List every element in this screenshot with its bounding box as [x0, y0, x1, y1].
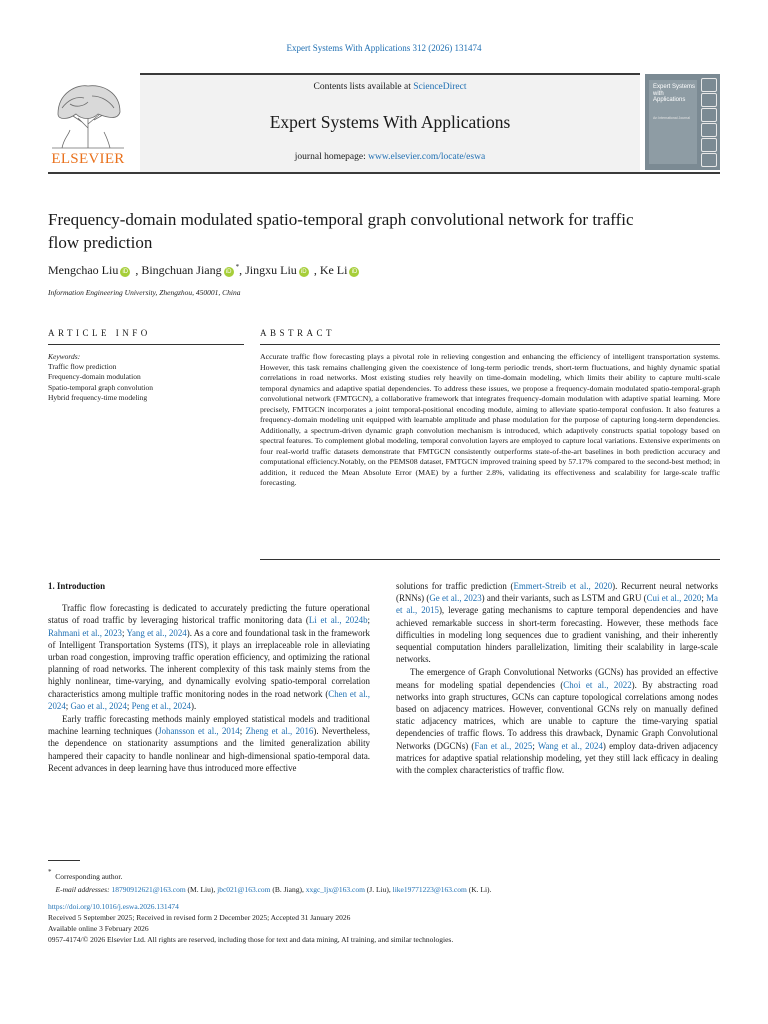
- body-text: ). As a core and foundational task in the framework of Intelligent Transportation Systems (ITS), it plays an irreplaceable role in alleviating urban road congestion, improving traffic operation efficiency, and optimizing the rational planning of road networks. The inherent complexity of this task mainly stems from the highly nonlinear, time-varying, and dynamically evolving spatio-temporal correlation characteristics among multiple traffic monitoring nodes in the road network (: [48, 627, 370, 699]
- article-info-heading: ARTICLE INFO: [48, 328, 151, 338]
- author-name[interactable]: Ke Li: [319, 263, 348, 277]
- body-text: ;: [65, 700, 71, 711]
- paper-title: Frequency-domain modulated spatio-temporal graph convolutional network for traffic flow prediction: [48, 210, 634, 252]
- keywords-block: [48, 352, 244, 403]
- body-column-left: [48, 580, 370, 775]
- citation-link[interactable]: Chen et al., 2024: [48, 688, 370, 711]
- available-online: Available online 3 February 2026: [48, 924, 149, 933]
- cover-graphic-icon: [701, 123, 717, 137]
- cover-panel: [649, 80, 697, 164]
- journal-title: Expert Systems With Applications: [269, 112, 511, 132]
- keyword-item: Spatio-temporal graph convolution: [48, 382, 153, 392]
- right-paragraphs: [396, 580, 718, 776]
- author-name[interactable]: Jingxu Liu: [245, 263, 297, 277]
- sciencedirect-link[interactable]: ScienceDirect: [413, 82, 467, 92]
- corresponding-note: * Corresponding author.: [48, 868, 123, 881]
- email-link[interactable]: xxgc_ljx@163.com: [305, 884, 365, 894]
- copyright-notice: 0957-4174/© 2026 Elsevier Ltd. All rights are reserved, including those for text and data mining, AI training, and similar technologies.: [48, 935, 454, 944]
- keywords-label: Keywords:: [48, 352, 81, 361]
- body-text: ;: [122, 627, 127, 638]
- body-column-right: [396, 580, 718, 777]
- citation-link[interactable]: Ma et al., 2015: [396, 593, 718, 616]
- cover-title: Expert Systems with Applications: [653, 84, 696, 103]
- body-text: ). Recurrent neural networks (RNNs) (: [396, 581, 718, 604]
- received-dates: Received 5 September 2025; Received in revised form 2 December 2025; Accepted 31 January 2026: [48, 913, 351, 922]
- abstract-heading: ABSTRACT: [260, 328, 336, 338]
- body-paragraph: [48, 713, 370, 774]
- author-separator: ,: [132, 263, 142, 277]
- keyword-item: Frequency-domain modulation: [48, 372, 141, 382]
- email-owner: (M. Liu),: [185, 884, 218, 894]
- body-text: ). By abstracting road networks into graph structures, GCNs can capture topological correlations among nodes based on adjacency matrices. However, conventional GCNs rely on manually defined static adjacency matrices, which are unable to capture the time-varying spatial dependencies of traffic flows. To address this drawback, Dynamic Graph Convolutional Networks (DGCNs) (: [396, 679, 718, 751]
- body-paragraph: [396, 580, 718, 665]
- body-text: solutions for traffic prediction (: [396, 581, 514, 591]
- body-text: ), leverage gating mechanisms to capture temporal dependencies and have achieved remarkable success in short-term forecasting. However, these methods face difficulties in modeling long sequences due to gradient vanishing, and their inherently sequential computation hinders parallelization, limiting their scalability in large-scale networks.: [396, 605, 719, 665]
- email-link[interactable]: 18790912621@163.com: [111, 884, 186, 894]
- abstract-text: Accurate traffic flow forecasting plays a pivotal role in relieving congestion and enhancing the efficiency of intelligent transportation systems. However, this task remains challenging given the coexistence of long-term periodic trends, short-term fluctuations, and highly dynamic spatial correlations in road networks. Most existing studies rely heavily on time-domain modeling, which limits their ability to capture multi-scale temporal dynamics and adaptive spatial dependencies. To address these issues, we propose a frequency-domain modulated spatio-temporal-graph convolutional network (FMTGCN), a collaborative framework that integrates frequency-domain modulation with adaptive spatial learning. More precisely, FMTGCN incorporates a joint temporal-positional encoding module, aiming to alleviate spatio-temporal confusion. It also features a frequency-domain modeling unit equipped with learnable amplitude and phase modulation for the purpose of capturing long-term dependencies. Additionally, a spectrum-driven dynamic graph convolution mechanism is introduced, which adaptively constructs spatial topology based on spectral features. To complement global modeling, temporal convolution layers are employed to capture local variations. Extensive experiments on four real-world traffic datasets demonstrate that FMTGCN consistently outperforms state-of-the-art baselines in both prediction accuracy and computational efficiency.Notably, on the PEMS08 dataset, FMTGCN improved training speed by 57.17% compared to the second-best method; in addition, it reduced the Mean Absolute Error (MAE) by a further 2.8%, validating its effectiveness and scalability for large-scale traffic forecasting.: [260, 352, 720, 487]
- cover-subtitle: An International Journal: [653, 116, 690, 120]
- cover-graphic-icon: [701, 78, 717, 92]
- citation-link[interactable]: Yang et al., 2024: [126, 627, 187, 638]
- homepage-line: [140, 152, 640, 162]
- homepage-prefix: journal homepage:: [294, 152, 369, 162]
- citation-link[interactable]: Choi et al., 2022: [563, 679, 632, 690]
- keyword-item: Hybrid frequency-time modeling: [48, 392, 148, 402]
- citation-link[interactable]: Johansson et al., 2014: [158, 726, 240, 737]
- citation-link[interactable]: Gao et al., 2024: [70, 700, 127, 711]
- body-text: ;: [126, 700, 132, 711]
- orcid-icon[interactable]: iD: [299, 267, 309, 277]
- homepage-link[interactable]: www.elsevier.com/locate/eswa: [368, 152, 486, 162]
- corresponding-marker[interactable]: *: [235, 263, 240, 271]
- journal-cover-image: [645, 74, 720, 170]
- keyword-item: Traffic flow prediction: [48, 362, 117, 372]
- contents-line: [140, 82, 640, 92]
- body-text: Traffic flow forecasting is dedicated to accurately predicting the future operational status of road traffic by leveraging historical traffic monitoring data (: [48, 603, 370, 626]
- emails-label: E-mail addresses:: [55, 884, 110, 894]
- cover-graphic-icon: [701, 138, 717, 152]
- cover-graphic-icon: [701, 108, 717, 122]
- email-list: [111, 885, 491, 894]
- email-link[interactable]: jbc021@163.com: [217, 884, 271, 894]
- publication-info: [48, 901, 720, 945]
- author-separator: ,: [239, 263, 246, 277]
- citation-link[interactable]: Wang et al., 2024: [537, 740, 603, 751]
- author-name[interactable]: Bingchuan Jiang: [141, 263, 222, 277]
- abstract-bottom-divider: [260, 559, 720, 560]
- body-text: ;: [532, 740, 538, 751]
- orcid-icon[interactable]: iD: [120, 267, 130, 277]
- citation-link[interactable]: Rahmani et al., 2023: [48, 627, 122, 638]
- email-line: [48, 884, 720, 897]
- citation-link[interactable]: Cui et al., 2020: [646, 593, 702, 604]
- body-paragraph: [48, 602, 370, 712]
- affiliation: Information Engineering University, Zhengzhou, 450001, China: [48, 288, 241, 297]
- body-text: ;: [239, 726, 246, 737]
- footnote: [48, 866, 720, 896]
- body-text: ) employ data-driven adjacency matrices for adaptive spatial relationship modeling, yet they still lack efficacy in dealing with the complex characteristics of traffic flow.: [396, 740, 718, 776]
- publisher-name: ELSEVIER: [51, 151, 125, 167]
- body-text: The emergence of Graph Convolutional Networks (GCNs) has provided an effective means for modeling spatial dependencies (: [396, 667, 718, 690]
- article-info-divider: [48, 344, 244, 345]
- email-owner: (J. Liu),: [364, 884, 393, 894]
- email-owner: (K. Li).: [466, 884, 492, 894]
- section-heading: 1. Introduction: [48, 581, 106, 591]
- contents-prefix: Contents lists available at: [313, 82, 414, 92]
- doi-link[interactable]: https://doi.org/10.1016/j.eswa.2026.131474: [48, 902, 179, 911]
- citation-link[interactable]: Fan et al., 2025: [474, 740, 533, 751]
- abstract-divider: [260, 344, 720, 345]
- cover-graphic-icon: [701, 153, 717, 167]
- corresponding-text: Corresponding author.: [55, 872, 123, 881]
- header-divider: [48, 172, 720, 174]
- body-text: Early traffic forecasting methods mainly employed statistical models and traditional machine learning techniques (: [48, 714, 370, 737]
- body-text: ;: [701, 593, 707, 604]
- cover-graphic-icon: [701, 93, 717, 107]
- orcid-icon[interactable]: iD: [224, 267, 234, 277]
- email-owner: (B. Jiang),: [270, 884, 306, 894]
- citation-link[interactable]: Emmert-Streib et al., 2020: [513, 581, 613, 591]
- footnote-divider: [48, 860, 80, 861]
- citation-link[interactable]: Zheng et al., 2016: [245, 726, 314, 737]
- author-separator: ,: [310, 263, 320, 277]
- citation-link[interactable]: Ge et al., 2023: [429, 593, 482, 604]
- citation-link[interactable]: Li et al., 2024b: [308, 615, 368, 626]
- body-text: ).: [190, 700, 197, 711]
- author-name[interactable]: Mengchao Liu: [48, 263, 119, 277]
- author-list: [48, 263, 361, 278]
- body-text: ). Nevertheless, the dependence on stationarity assumptions and the limited generalization ability hampered their capacity to handle nonlinear and high-dimensional spatio-temporal data. Recent advances in deep learning have thus introduced more effective: [48, 726, 370, 773]
- left-paragraphs: [48, 602, 370, 774]
- journal-reference[interactable]: Expert Systems With Applications 312 (2026) 131474: [286, 43, 482, 53]
- email-link[interactable]: like19771223@163.com: [392, 884, 467, 894]
- body-text: ) and their variants, such as LSTM and GRU (: [481, 593, 647, 604]
- citation-link[interactable]: Peng et al., 2024: [131, 700, 191, 711]
- orcid-icon[interactable]: iD: [349, 267, 359, 277]
- body-text: ;: [367, 615, 370, 626]
- body-paragraph: [396, 666, 718, 776]
